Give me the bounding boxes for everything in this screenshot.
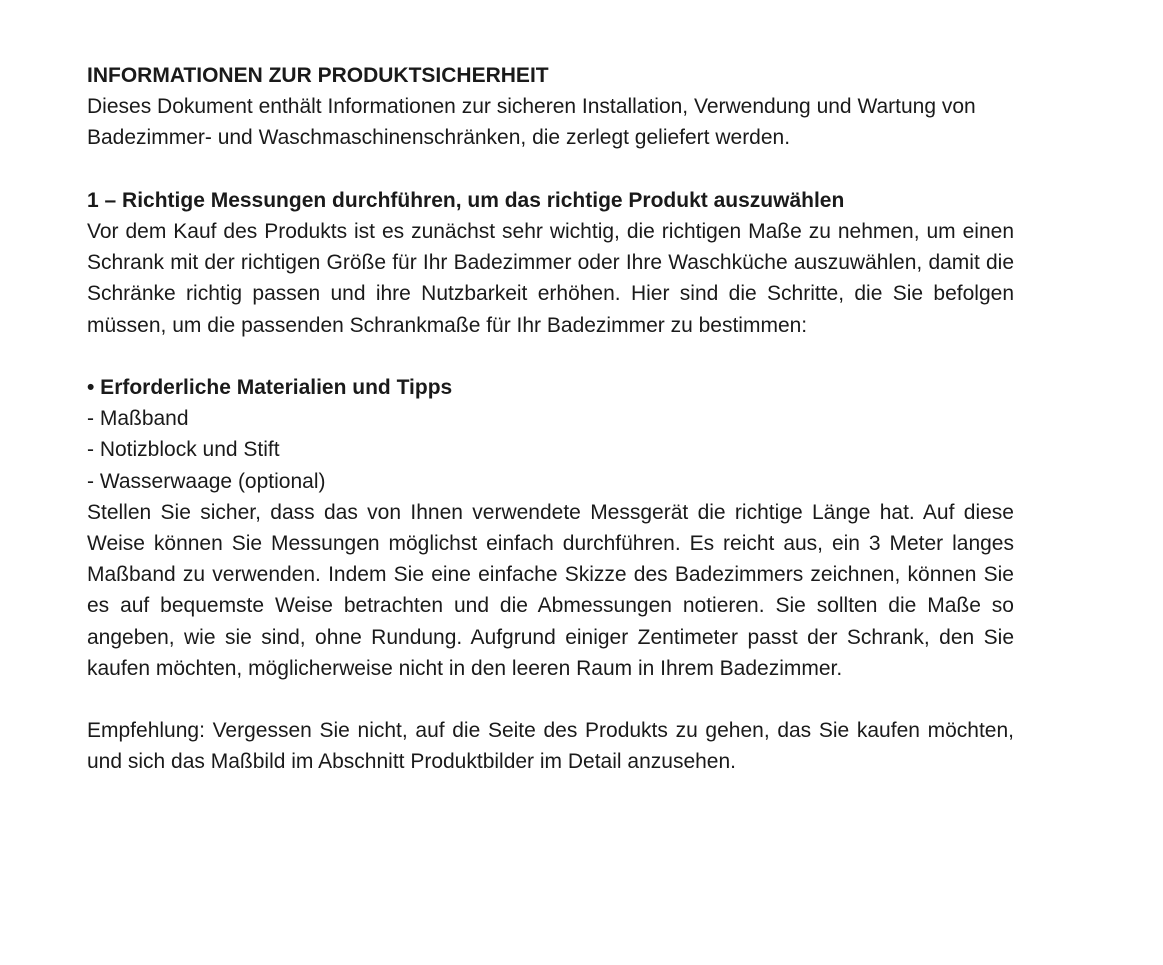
section-heading-measurements: 1 – Richtige Messungen durchführen, um das richtige Produkt auszuwählen xyxy=(87,188,845,212)
materials-heading: • Erforderliche Materialien und Tipps xyxy=(87,376,453,399)
materials-list-item: - Maßband xyxy=(87,407,189,431)
section-body-measurements: Vor dem Kauf des Produkts ist es zunächst sehr wichtig, die richtigen Maße zu nehmen, um einen Schrank mit der richtigen Größe für Ihr Badezimmer oder Ihre Waschküche auszuwählen, damit die Schränke richtig passen und ihre Nutzbarkeit erhöhen. Hier sind die Schritte, die Sie befolgen müssen, um die passenden Schrankmaße für Ihr Badezimmer zu bestimmen: xyxy=(87,220,1014,337)
document-title: INFORMATIONEN ZUR PRODUKTSICHERHEIT xyxy=(87,64,549,87)
paragraph-spacer xyxy=(87,341,1014,372)
materials-list-item: - Notizblock und Stift xyxy=(87,438,280,462)
paragraph-spacer xyxy=(87,154,1014,185)
paragraph-spacer xyxy=(87,684,1014,715)
materials-list-item: - Wasserwaage (optional) xyxy=(87,469,326,493)
intro-paragraph: Dieses Dokument enthält Informationen zur sicheren Installation, Verwendung und Wartung von Badezimmer- und Waschmaschinenschränken, die zerlegt geliefert werden. xyxy=(87,95,976,150)
recommendation-paragraph: Empfehlung: Vergessen Sie nicht, auf die Seite des Produkts zu gehen, das Sie kaufen möchten, und sich das Maßbild im Abschnitt Produktbilder im Detail anzusehen. xyxy=(87,719,1014,774)
materials-body: Stellen Sie sicher, dass das von Ihnen verwendete Messgerät die richtige Länge hat. Auf diese Weise können Sie Messungen möglichst einfach durchführen. Es reicht aus, ein 3 Meter langes Maßband zu verwenden. Indem Sie eine einfache Skizze des Badezimmers zeichnen, können Sie es auf bequemste Weise betrachten und die Abmessungen notieren. Sie sollten die Maße so angeben, wie sie sind, ohne Rundung. Aufgrund einiger Zentimeter passt der Schrank, den Sie kaufen möchten, möglicherweise nicht in den leeren Raum in Ihrem Badezimmer. xyxy=(87,500,1014,680)
document-page xyxy=(87,60,1014,778)
